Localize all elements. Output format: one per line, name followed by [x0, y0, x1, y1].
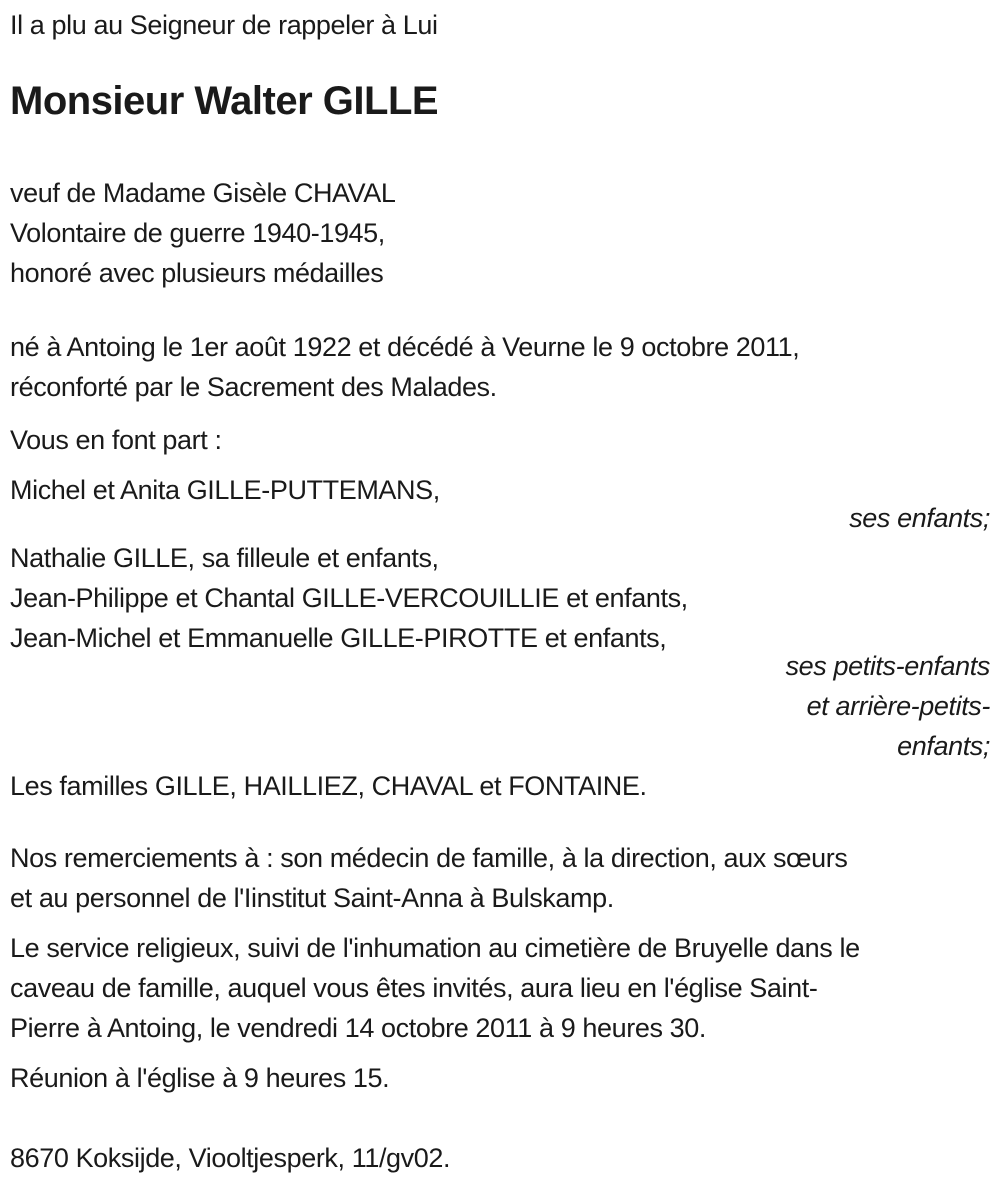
children-names-line: Michel et Anita GILLE-PUTTEMANS, [10, 475, 440, 505]
relative-line: Jean-Michel et Emmanuelle GILLE-PIROTTE et enfants, [10, 623, 667, 653]
service-line: Pierre à Antoing, le vendredi 14 octobre 2011 à 9 heures 30. [10, 1013, 706, 1043]
birth-death-line: né à Antoing le 1er août 1922 et décédé à Veurne le 9 octobre 2011, [10, 332, 800, 362]
meeting-line: Réunion à l'église à 9 heures 15. [10, 1063, 390, 1093]
grandchildren-relation-label: et arrière-petits- [806, 691, 990, 721]
deceased-status-line: veuf de Madame Gisèle CHAVAL [10, 178, 396, 208]
intro-line: Il a plu au Seigneur de rappeler à Lui [10, 10, 438, 40]
grandchildren-relation-label: ses petits-enfants [785, 651, 990, 681]
address-line: 8670 Koksijde, Viooltjesperk, 11/gv02. [10, 1143, 451, 1173]
part-heading: Vous en font part : [10, 425, 222, 455]
families-line: Les familles GILLE, HAILLIEZ, CHAVAL et FONTAINE. [10, 771, 647, 801]
deceased-name: Monsieur Walter GILLE [10, 79, 439, 123]
sacrament-line: réconforté par le Sacrement des Malades. [10, 372, 497, 402]
medals-line: honoré avec plusieurs médailles [10, 258, 384, 288]
service-line: caveau de famille, auquel vous êtes invités, aura lieu en l'église Saint- [10, 973, 818, 1003]
war-volunteer-line: Volontaire de guerre 1940-1945, [10, 218, 385, 248]
grandchildren-relation-label: enfants; [897, 731, 990, 761]
service-line: Le service religieux, suivi de l'inhumation au cimetière de Bruyelle dans le [10, 933, 860, 963]
thanks-line: et au personnel de l'Iinstitut Saint-Anna à Bulskamp. [10, 883, 614, 913]
relative-line: Nathalie GILLE, sa filleule et enfants, [10, 543, 439, 573]
thanks-line: Nos remerciements à : son médecin de famille, à la direction, aux sœurs [10, 843, 848, 873]
relative-line: Jean-Philippe et Chantal GILLE-VERCOUILLIE et enfants, [10, 583, 688, 613]
children-relation-label: ses enfants; [849, 503, 990, 533]
